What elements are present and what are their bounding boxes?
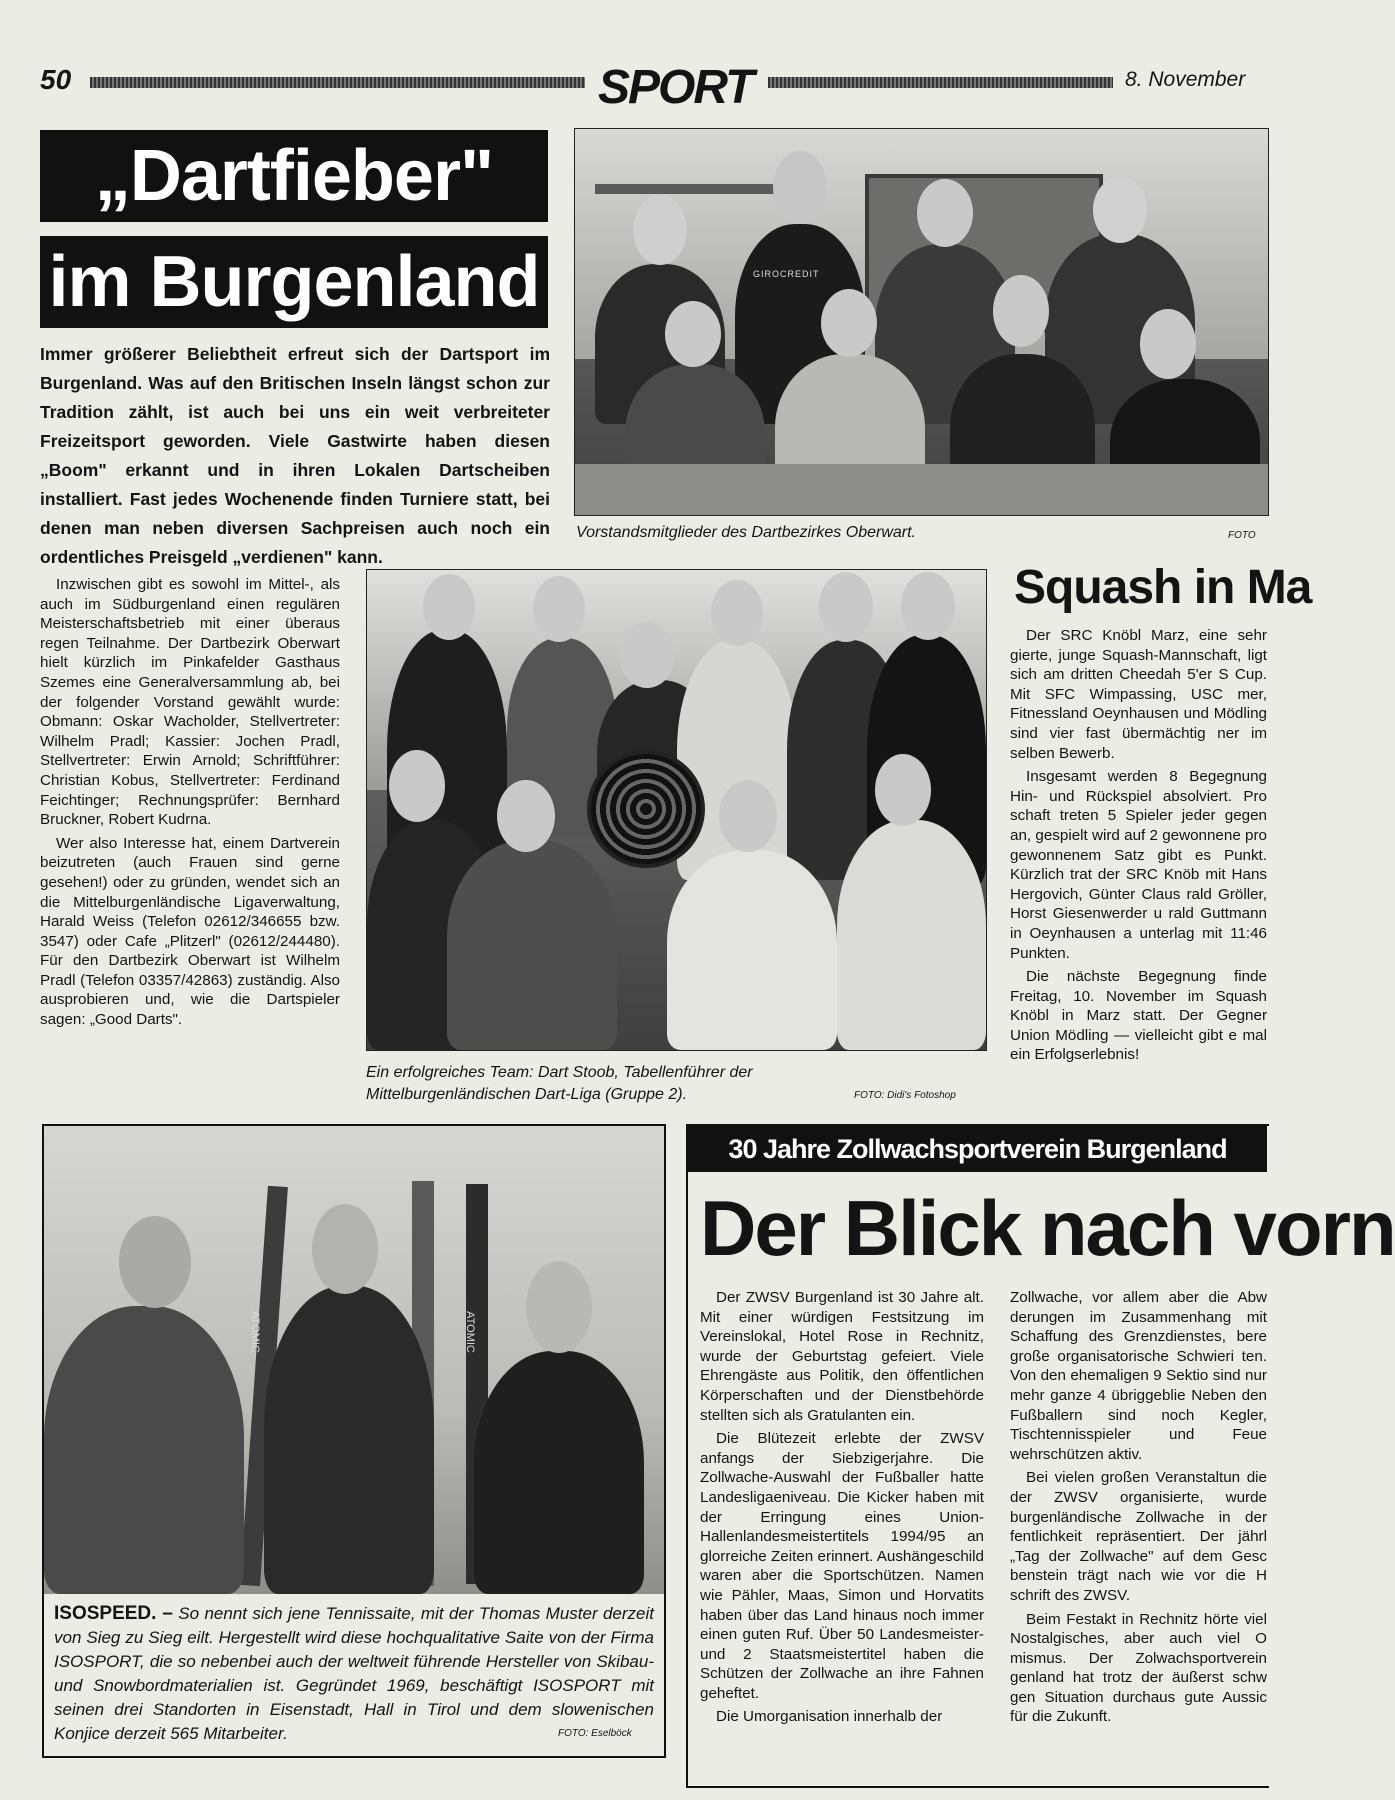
- squash-paragraph-1: Der SRC Knöbl Marz, eine sehr gierte, junge Squash-Mannschaft, ligt sich am dritten Cheedah 5'er S Cup. Mit SFC Wimpassing, USC mer, Fitnessland Oeynhausen und Mödling sind vier fast übermächtig ner im selben Bewerb.: [1010, 627, 1267, 762]
- person: [44, 1306, 244, 1594]
- dart-headline-line1: [40, 130, 548, 222]
- dart-body: [40, 575, 340, 1034]
- head: [665, 301, 721, 367]
- section-title: SPORT: [598, 61, 753, 114]
- head: [875, 754, 931, 826]
- page-header: [0, 62, 1267, 114]
- head: [533, 576, 585, 642]
- head: [719, 780, 777, 852]
- person: [667, 850, 837, 1050]
- squash-paragraph-2: Insgesamt werden 8 Begegnung Hin- und Rückspiel absolviert. Pro schaft treten 5 Spieler jeder gegen an, gespielt wird auf 2 gewonnene pro gewonnenem Satz gibt es Punkt. Kürzlich trat der SRC Knöb mit Hans Hergovich, Günter Claus rald Gröller, Horst Giesenwerder u rald Guttmann in Oeynhausen a unterlag mit 11:46 Punkten.: [1010, 768, 1267, 962]
- photo1-table: [575, 464, 1268, 515]
- zollwache-col2: [1010, 1288, 1267, 1731]
- isospeed-box: [42, 1124, 666, 1758]
- ski-label-1: ATOMIC: [463, 1311, 476, 1353]
- photo-dart-board-members: [574, 128, 1269, 516]
- zollwache-col1-paragraph-3: Die Umorganisation innerhalb der: [716, 1708, 943, 1726]
- head: [633, 195, 687, 265]
- head: [1093, 177, 1147, 243]
- photo2-caption: Ein erfolgreiches Team: Dart Stoob, Tabellenführer der Mittelburgenländischen Dart-Liga (Gruppe 2).: [366, 1064, 753, 1103]
- header-rule-right: [768, 77, 1113, 88]
- isospeed-caption: [54, 1602, 654, 1746]
- head: [497, 780, 555, 852]
- head: [1140, 309, 1196, 379]
- dart-headline-text2: im Burgenland: [48, 242, 540, 322]
- zollwache-col2-paragraph-1: Zollwache, vor allem aber die Abw derungen im Zusammenhang mit Schaffung des Grenzdienstes, bere große organisatorische Schwieri ten. Von den ehemaligen 9 Sektio sind nur mehr ganze 4 übriggeblie Neben den Fußballern sind noch Kegler, Tischtennisspieler und Feue wehrschützen aktiv.: [1010, 1289, 1267, 1463]
- zollwache-col1: [700, 1288, 984, 1731]
- squash-body: [1010, 626, 1267, 1069]
- head: [389, 750, 445, 822]
- person: [474, 1351, 644, 1594]
- dart-headline-line2: [40, 236, 548, 328]
- head: [773, 151, 827, 223]
- head: [901, 572, 955, 640]
- photo1-shirt-label: GIROCREDIT: [753, 269, 820, 279]
- head: [917, 179, 973, 247]
- person: [447, 840, 617, 1050]
- head: [711, 580, 763, 646]
- photo-dart-team: [366, 569, 987, 1051]
- isospeed-kicker: ISOSPEED. –: [54, 1603, 173, 1624]
- page-number: 50: [40, 64, 72, 95]
- head: [119, 1216, 191, 1308]
- zollwache-headline: Der Blick nach vorn: [700, 1184, 1395, 1272]
- dart-lead: Immer größerer Beliebtheit erfreut sich der Dartsport im Burgenland. Was auf den Britischen Inseln längst schon zur Tradition zählt, ist auch bei uns ein weit verbreiteter Freizeitsport geworden. Viele Gastwirte haben diesen „Boom" erkannt und in ihren Lokalen Dartscheiben installiert. Fast jedes Wochenende finden Turniere statt, bei denen man neben diversen Sachpreisen auch noch ein ordentliches Preisgeld „verdienen" kann.: [40, 344, 550, 567]
- head: [819, 572, 873, 642]
- person: [264, 1286, 434, 1594]
- head: [821, 289, 877, 357]
- dart-headline-text1: „Dartfieber": [94, 136, 494, 216]
- head: [526, 1261, 592, 1353]
- isospeed-credit: FOTO: Eselböck: [558, 1728, 632, 1739]
- zollwache-col2-paragraph-3: Beim Festakt in Rechnitz hörte viel Nostalgisches, aber auch viel O mismus. Der Zolwachsportverein genland hat trotz der äußerst schw gen Situation durchaus gute Aussic für die Zukunft.: [1010, 1610, 1267, 1726]
- ski-label-2: ATOMIC: [248, 1311, 261, 1353]
- squash-headline: Squash in Ma: [1014, 561, 1312, 614]
- photo1-credit: FOTO: [1228, 530, 1256, 541]
- zollwache-col2-paragraph-2: Bei vielen großen Veranstaltun die der ZWSV organisierte, wurde burgenländische Zollwache in der fentlichkeit repräsentiert. Der jährl „Tag der Zollwache" auf dem Gesc benstein trägt nach wie vor die H schrift des ZWSV.: [1010, 1469, 1267, 1604]
- zollwache-kicker-bar: [688, 1126, 1267, 1172]
- zollwache-col1-paragraph-1: Der ZWSV Burgenland ist 30 Jahre alt. Mit einer würdigen Festsitzung im Vereinslokal, Hotel Rose in Rechnitz, wurde der Geburtstag gefeiert. Viele Ehrengäste aus Politik, den öffentlichen Körperschaften und der Dienstbehörde stellten sich als Gratulanten ein.: [700, 1289, 984, 1424]
- header-rule-left: [90, 77, 585, 88]
- zollwache-col1-paragraph-2: Die Blütezeit erlebte der ZWSV anfangs der Siebzigerjahre. Die Zollwache-Auswahl der Fußballer hatte Landesligaeniveau. Die Kicker haben mit der Erringung eines Union-Hallenlandesmeistertitels 1994/95 an glorreiche Zeiten erinnert. Aushängeschild waren aber die Sportschützen. Namen wie Pähler, Maas, Simon und Horvatits haben über das Land hinaus noch immer einen guten Ruf. Über 50 Landesmeister- und 2 Staatsmeistertitel haben die Schützen der Zollwache an ihre Fahnen geheftet.: [700, 1430, 984, 1702]
- issue-date: 8. November: [1125, 68, 1246, 91]
- photo-isospeed: [44, 1126, 664, 1594]
- dart-paragraph-1: Inzwischen gibt es sowohl im Mittel-, als auch im Südburgenland einen regulären Meisterschaftsbetrieb mit einer überaus regen Teilnahme. Der Dartbezirk Oberwart hielt kürzlich im Pinkafelder Gasthaus Szemes eine Generalversammlung ab, bei der folgender Vorstand gewählt wurde: Obmann: Oskar Wacholder, Stellvertreter: Wilhelm Pradl; Kassier: Jochen Pradl, Stellvertreter: Erwin Arnold; Schriftführer: Christian Kobus, Stellvertreter: Ferdinand Feichtinger; Rechnungsprüfer: Bernhard Bruckner, Robert Kudrna.: [40, 576, 340, 829]
- squash-paragraph-3: Die nächste Begegnung finde Freitag, 10. November im Squash Knöbl in Marz statt. Der Gegner Union Mödling — vielleicht gibt e mal ein Erfolgserlebnis!: [1010, 968, 1267, 1064]
- dart-paragraph-2: Wer also Interesse hat, einem Dartverein beizutreten (auch Frauen sind gerne gesehen!) oder zu gründen, wendet sich an die Mittelburgenländische Ligaverwaltung, Harald Weiss (Telefon 02612/346655 bzw. 3547) oder Cafe „Plitzerl" (02612/244480). Für den Dartbezirk Oberwart ist Wilhelm Pradl (Telefon 03357/42863) zuständig. Also ausprobieren und, wie die Dartspieler sagen: „Good Darts".: [40, 834, 340, 1029]
- head: [423, 574, 475, 640]
- zollwache-kicker: 30 Jahre Zollwachsportverein Burgenland: [728, 1134, 1227, 1164]
- isospeed-text: So nennt sich jene Tennissaite, mit der Thomas Muster derzeit von Sieg zu Sieg eilt. Hergestellt wird diese hochqualitative Saite von der Firma ISOSPORT, die so nebenbei auch der weltweit führende Hersteller von Skibau- und Snowbordmaterialien ist. Gegründet 1969, beschäftigt ISOSPORT mit seinen drei Standorten in Eisenstadt, Hall in Tirol und dem slowenischen Konjice derzeit 565 Mitarbeiter.: [54, 1604, 654, 1743]
- photo2-credit: FOTO: Didi's Fotoshop: [854, 1090, 956, 1101]
- head: [312, 1204, 378, 1294]
- dartboard: [587, 750, 705, 868]
- person: [837, 820, 986, 1050]
- head: [993, 275, 1049, 347]
- photo1-caption: Vorstandsmitglieder des Dartbezirkes Oberwart.: [576, 524, 916, 541]
- head: [619, 622, 675, 688]
